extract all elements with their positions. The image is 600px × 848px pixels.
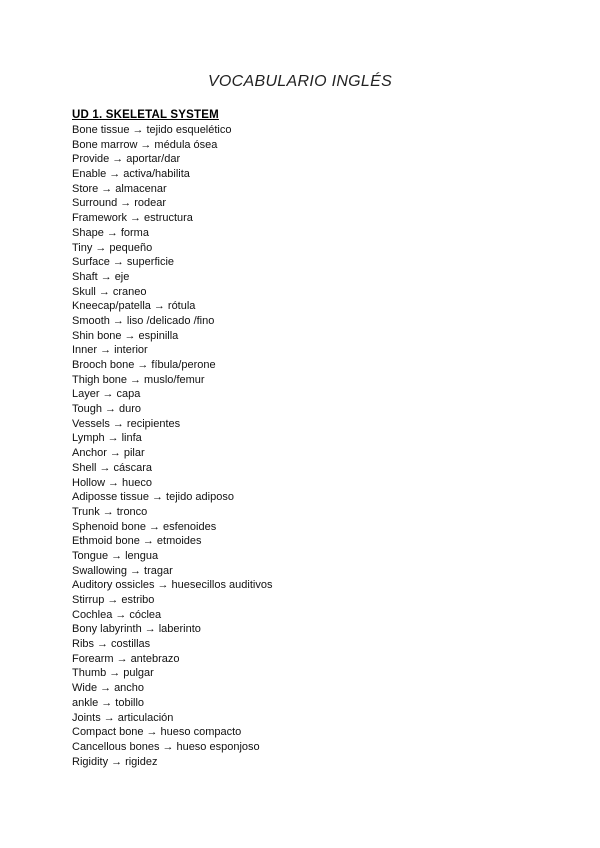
arrow-right-icon: → [107, 594, 119, 606]
english-term: Rigidity [72, 755, 109, 768]
english-term: Store [72, 182, 99, 195]
arrow-right-icon: → [130, 564, 142, 577]
vocab-entry [72, 549, 272, 564]
spanish-translation: cáscara [113, 461, 152, 474]
vocab-entry [72, 182, 272, 197]
spanish-translation: tejido esquelético [146, 124, 232, 136]
arrow-right-icon: → [101, 182, 113, 195]
arrow-right-icon: → [112, 417, 124, 430]
vocab-entry [72, 725, 272, 740]
english-term: Wide [72, 682, 98, 695]
vocab-entry [72, 637, 272, 652]
english-term: Cancellous bones [72, 740, 160, 753]
spanish-translation: interior [114, 344, 148, 357]
arrow-right-icon: → [137, 359, 149, 371]
english-term: Sphenoid bone [72, 520, 147, 533]
vocab-entry [72, 241, 272, 256]
english-term: Tiny [72, 241, 93, 254]
spanish-translation: tobillo [115, 696, 145, 709]
vocabulary-list [72, 123, 272, 769]
english-term: Surround [72, 197, 118, 210]
arrow-right-icon: → [153, 300, 165, 313]
arrow-right-icon: → [102, 505, 114, 518]
english-term: Stirrup [72, 594, 105, 606]
vocab-entry [72, 167, 272, 182]
vocab-entry [72, 402, 272, 417]
spanish-translation: espinilla [138, 329, 179, 342]
arrow-right-icon: → [157, 579, 169, 592]
vocab-entry [72, 564, 272, 579]
english-term: Kneecap/patella [72, 300, 151, 313]
vocab-entry [72, 593, 272, 608]
english-term: ankle [72, 696, 99, 709]
vocab-entry [72, 505, 272, 520]
arrow-right-icon: → [112, 256, 124, 269]
english-term: Surface [72, 256, 110, 269]
spanish-translation: craneo [112, 285, 147, 298]
vocab-entry [72, 681, 272, 696]
vocab-entry [72, 270, 272, 285]
spanish-translation: esfenoides [163, 520, 217, 533]
vocab-entry [72, 329, 272, 344]
english-term: Trunk [72, 505, 100, 518]
arrow-right-icon: → [116, 652, 128, 665]
english-term: Thigh bone [72, 373, 128, 386]
vocab-entry [72, 740, 272, 755]
english-term: Enable [72, 168, 107, 181]
english-term: Inner [72, 344, 98, 357]
english-term: Shell [72, 461, 97, 474]
spanish-translation: tragar [144, 564, 173, 577]
arrow-right-icon: → [108, 476, 120, 489]
english-term: Shin bone [72, 329, 122, 342]
document-title: VOCABULARIO INGLÉS [207, 73, 393, 90]
english-term: Tough [72, 403, 102, 416]
english-term: Smooth [72, 314, 110, 327]
spanish-translation: lengua [125, 549, 159, 562]
english-term: Adiposse tissue [72, 491, 150, 504]
vocab-entry [72, 373, 272, 388]
spanish-translation: liso /delicado /fino [126, 314, 215, 327]
arrow-right-icon: → [98, 285, 110, 298]
vocab-entry [72, 196, 272, 211]
vocab-entry [72, 578, 272, 593]
spanish-translation: recipientes [126, 417, 181, 430]
english-term: Ribs [72, 638, 95, 651]
vocab-entry [72, 343, 272, 358]
vocab-entry [72, 534, 272, 549]
english-term: Shaft [72, 270, 98, 283]
arrow-right-icon: → [111, 549, 123, 562]
vocab-entry [72, 417, 272, 432]
spanish-translation: estructura [144, 212, 193, 225]
english-term: Anchor [72, 447, 107, 460]
arrow-right-icon: → [104, 403, 116, 416]
vocab-entry [72, 138, 272, 153]
arrow-right-icon: → [95, 241, 107, 254]
vocab-entry [72, 314, 272, 329]
spanish-translation: pequeño [109, 241, 153, 254]
spanish-translation: tejido adiposo [166, 491, 234, 504]
spanish-translation: tronco [116, 505, 148, 518]
spanish-translation: superficie [126, 256, 174, 269]
english-term: Framework [72, 212, 128, 225]
spanish-translation: forma [120, 226, 149, 239]
english-term: Compact bone [72, 726, 144, 739]
arrow-right-icon: → [130, 212, 142, 225]
arrow-right-icon: → [124, 329, 136, 342]
english-term: Tongue [72, 549, 109, 562]
spanish-translation: cóclea [129, 608, 162, 621]
english-term: Layer [72, 388, 100, 401]
arrow-right-icon: → [109, 168, 121, 181]
spanish-translation: eje [114, 270, 130, 283]
spanish-translation: ancho [114, 682, 145, 695]
arrow-right-icon: → [106, 226, 118, 239]
english-term: Provide [72, 153, 110, 166]
vocab-entry [72, 358, 272, 373]
arrow-right-icon: → [115, 608, 127, 621]
english-term: Bony labyrinth [72, 623, 142, 636]
arrow-right-icon: → [132, 124, 144, 136]
spanish-translation: etmoides [156, 535, 202, 548]
spanish-translation: huesecillos auditivos [171, 579, 273, 592]
english-term: Bone tissue [72, 124, 130, 136]
arrow-right-icon: → [101, 696, 113, 709]
spanish-translation: pilar [123, 447, 145, 460]
spanish-translation: articulación [117, 711, 174, 724]
arrow-right-icon: → [140, 138, 152, 151]
spanish-translation: pulgar [123, 667, 154, 680]
arrow-right-icon: → [130, 373, 142, 386]
spanish-translation: médula ósea [154, 138, 218, 151]
english-term: Hollow [72, 476, 106, 489]
english-term: Joints [72, 711, 101, 724]
vocab-entry [72, 666, 272, 681]
english-term: Auditory ossicles [72, 579, 155, 592]
english-term: Brooch bone [72, 359, 135, 371]
vocab-entry [72, 123, 272, 138]
vocab-entry [72, 622, 272, 637]
arrow-right-icon: → [120, 197, 132, 210]
arrow-right-icon: → [100, 682, 112, 695]
arrow-right-icon: → [152, 491, 164, 504]
english-term: Ethmoid bone [72, 535, 140, 548]
arrow-right-icon: → [111, 755, 123, 768]
spanish-translation: rótula [167, 300, 196, 313]
arrow-right-icon: → [102, 388, 114, 401]
arrow-right-icon: → [109, 667, 121, 680]
vocab-entry [72, 226, 272, 241]
spanish-translation: hueso compacto [160, 726, 242, 739]
arrow-right-icon: → [112, 153, 124, 166]
arrow-right-icon: → [100, 270, 112, 283]
vocab-entry [72, 461, 272, 476]
spanish-translation: laberinto [158, 623, 201, 636]
spanish-translation: capa [116, 388, 141, 401]
spanish-translation: muslo/femur [144, 373, 205, 386]
arrow-right-icon: → [144, 623, 156, 636]
spanish-translation: rigidez [125, 755, 158, 768]
arrow-right-icon: → [103, 711, 115, 724]
english-term: Forearm [72, 652, 114, 665]
vocab-entry [72, 520, 272, 535]
spanish-translation: activa/habilita [123, 168, 190, 181]
vocab-entry [72, 696, 272, 711]
vocab-entry [72, 431, 272, 446]
english-term: Swallowing [72, 564, 128, 577]
vocab-entry [72, 299, 272, 314]
arrow-right-icon: → [162, 740, 174, 753]
arrow-right-icon: → [107, 432, 119, 445]
vocab-entry [72, 755, 272, 770]
arrow-right-icon: → [99, 461, 111, 474]
vocab-entry [72, 476, 272, 491]
arrow-right-icon: → [142, 535, 154, 548]
spanish-translation: estribo [121, 594, 155, 606]
arrow-right-icon: → [112, 314, 124, 327]
vocab-entry [72, 211, 272, 226]
vocab-entry [72, 652, 272, 667]
english-term: Cochlea [72, 608, 113, 621]
spanish-translation: rodear [134, 197, 167, 210]
english-term: Shape [72, 226, 104, 239]
english-term: Vessels [72, 417, 110, 430]
vocab-entry [72, 387, 272, 402]
english-term: Skull [72, 285, 96, 298]
vocab-entry [72, 608, 272, 623]
arrow-right-icon: → [146, 726, 158, 739]
vocab-entry [72, 490, 272, 505]
vocab-entry [72, 255, 272, 270]
spanish-translation: antebrazo [130, 652, 180, 665]
english-term: Bone marrow [72, 138, 138, 151]
arrow-right-icon: → [109, 447, 121, 460]
spanish-translation: aportar/dar [126, 153, 181, 166]
vocab-entry [72, 711, 272, 726]
vocab-entry [72, 446, 272, 461]
spanish-translation: hueco [122, 476, 152, 489]
vocab-entry [72, 285, 272, 300]
unit-heading: UD 1. SKELETAL SYSTEM [72, 109, 219, 121]
arrow-right-icon: → [97, 638, 109, 651]
spanish-translation: duro [118, 403, 142, 416]
english-term: Lymph [72, 432, 105, 445]
spanish-translation: almacenar [115, 182, 167, 195]
english-term: Thumb [72, 667, 107, 680]
spanish-translation: fíbula/perone [151, 359, 216, 371]
arrow-right-icon: → [149, 520, 161, 533]
spanish-translation: costillas [111, 638, 151, 651]
spanish-translation: linfa [121, 432, 142, 445]
arrow-right-icon: → [100, 344, 112, 357]
vocab-entry [72, 152, 272, 167]
spanish-translation: hueso esponjoso [176, 740, 260, 753]
